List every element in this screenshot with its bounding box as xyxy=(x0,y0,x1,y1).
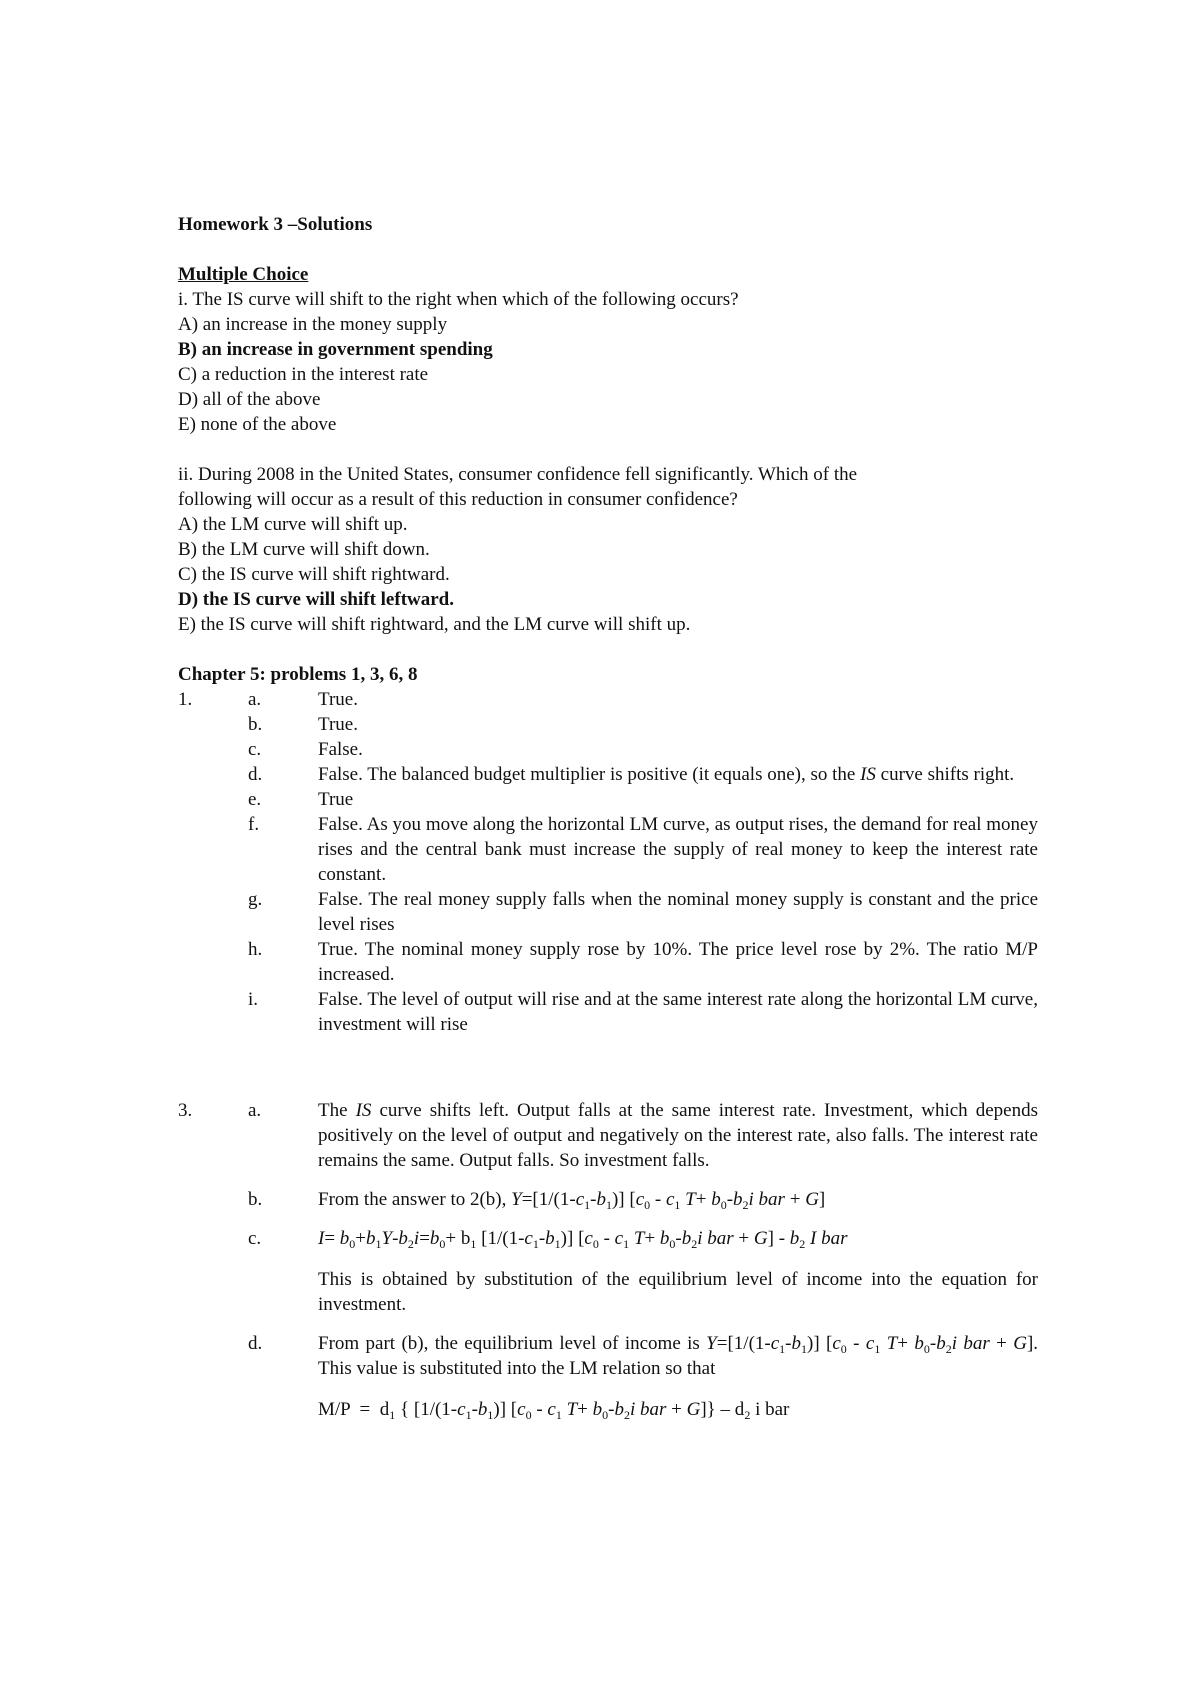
problem-1-item-b xyxy=(178,712,1038,737)
item-letter: a. xyxy=(248,1100,262,1121)
item-answer: True. xyxy=(318,689,358,710)
q2-option-b: B) the LM curve will shift down. xyxy=(178,539,430,560)
problem-1-item-d xyxy=(178,762,1038,787)
question-1-stem: i. The IS curve will shift to the right when which of the following occurs? xyxy=(178,289,739,310)
q2-option-a: A) the LM curve will shift up. xyxy=(178,514,408,535)
item-answer: True xyxy=(318,789,354,810)
problem-1-item-e xyxy=(178,787,1038,812)
problem-1-item-g xyxy=(178,887,1038,937)
item-letter: d. xyxy=(248,764,263,785)
item-letter: g. xyxy=(248,889,263,910)
problem-3-number: 3. xyxy=(178,1100,193,1121)
item-answer: False. xyxy=(318,739,363,760)
item-answer: True. xyxy=(318,714,358,735)
item-letter: h. xyxy=(248,939,263,960)
equation-output: From the answer to 2(b), $Y=[1/(1-c_1-b_1)]$ [$c_0 - c_1$ $T+ b_0-b_2i$ bar + G] xyxy=(318,1189,826,1212)
q1-option-d: D) all of the above xyxy=(178,389,321,410)
item-letter: c. xyxy=(248,739,262,760)
multiple-choice-heading: Multiple Choice xyxy=(178,264,309,285)
item-answer: False. The balanced budget multiplier is positive (it equals one), so the IS curve shifts right. xyxy=(318,764,1015,785)
problem-3-item-d xyxy=(178,1331,1038,1381)
q2-option-e: E) the IS curve will shift rightward, and the LM curve will shift up. xyxy=(178,614,691,635)
item-letter: b. xyxy=(248,1189,263,1210)
q1-option-a: A) an increase in the money supply xyxy=(178,314,448,335)
equation-lm-relation: $M/P = d_1$ { $[1/(1-c_1-b_1)]$ [$c_0 - c_1$ $T+ b_0-b_2i$ bar + $G]\} - d_2$ i bar xyxy=(318,1399,790,1422)
item-letter: a. xyxy=(248,689,262,710)
problem-1-item-f xyxy=(178,812,1038,887)
problem-3-item-c xyxy=(178,1226,1038,1251)
item-answer: True. The nominal money supply rose by 10%. The price level rose by 2%. The ratio M/P increased. xyxy=(318,939,1038,985)
question-2-stem-line-1: ii. During 2008 in the United States, consumer confidence fell significantly. Which of the xyxy=(178,464,858,485)
problem-1-number: 1. xyxy=(178,689,193,710)
chapter-heading: Chapter 5: problems 1, 3, 6, 8 xyxy=(178,664,418,685)
q1-option-b-answer: B) an increase in government spending xyxy=(178,339,493,360)
problem-1-item-a xyxy=(178,687,1038,712)
problem-1-item-h xyxy=(178,937,1038,987)
problem-1-item-c xyxy=(178,737,1038,762)
problem-3-item-b xyxy=(178,1187,1038,1212)
page-title: Homework 3 –Solutions xyxy=(178,214,373,235)
item-c-explanation: This is obtained by substitution of the equilibrium level of income into the equation for investment. xyxy=(318,1269,1038,1315)
item-answer: False. As you move along the horizontal LM curve, as output rises, the demand for real money rises and the central bank must increase the supply of real money to keep the interest rate constant. xyxy=(318,814,1038,885)
document-body xyxy=(178,212,1038,1422)
item-answer: The IS curve shifts left. Output falls at the same interest rate. Investment, which depends positively on the level of output and negatively on the interest rate, also falls. The interest rate remains the same. Output falls. So investment falls. xyxy=(318,1100,1038,1171)
item-letter: b. xyxy=(248,714,263,735)
item-letter: d. xyxy=(248,1333,263,1354)
item-letter: e. xyxy=(248,789,262,810)
q1-option-e: E) none of the above xyxy=(178,414,337,435)
q1-option-c: C) a reduction in the interest rate xyxy=(178,364,429,385)
item-answer: False. The level of output will rise and at the same interest rate along the horizontal LM curve, investment will rise xyxy=(318,989,1038,1035)
item-letter: i. xyxy=(248,989,259,1010)
q2-option-d-answer: D) the IS curve will shift leftward. xyxy=(178,589,454,610)
item-answer: From part (b), the equilibrium level of income is $Y=[1/(1-c_1-b_1)]$ [$c_0 - c_1$ $T+ b_0-b_2i$ bar + G]. This value is substituted into the LM relation so that xyxy=(318,1333,1039,1379)
item-answer: False. The real money supply falls when the nominal money supply is constant and the price level rises xyxy=(318,889,1038,935)
question-2-stem-line-2: following will occur as a result of this reduction in consumer confidence? xyxy=(178,489,738,510)
item-letter: f. xyxy=(248,814,260,835)
problem-1-item-i xyxy=(178,987,1038,1037)
problem-3-item-a xyxy=(178,1098,1038,1173)
item-letter: c. xyxy=(248,1228,262,1249)
equation-investment: $I= b_0+b_1Y-b_2i=b_0+ b_1$ $[1/(1-c_1-b_1)]$ [$c_0 - c_1$ $T+ b_0-b_2i$ bar + $G] - b_2$ I bar xyxy=(318,1228,848,1251)
q2-option-c: C) the IS curve will shift rightward. xyxy=(178,564,450,585)
